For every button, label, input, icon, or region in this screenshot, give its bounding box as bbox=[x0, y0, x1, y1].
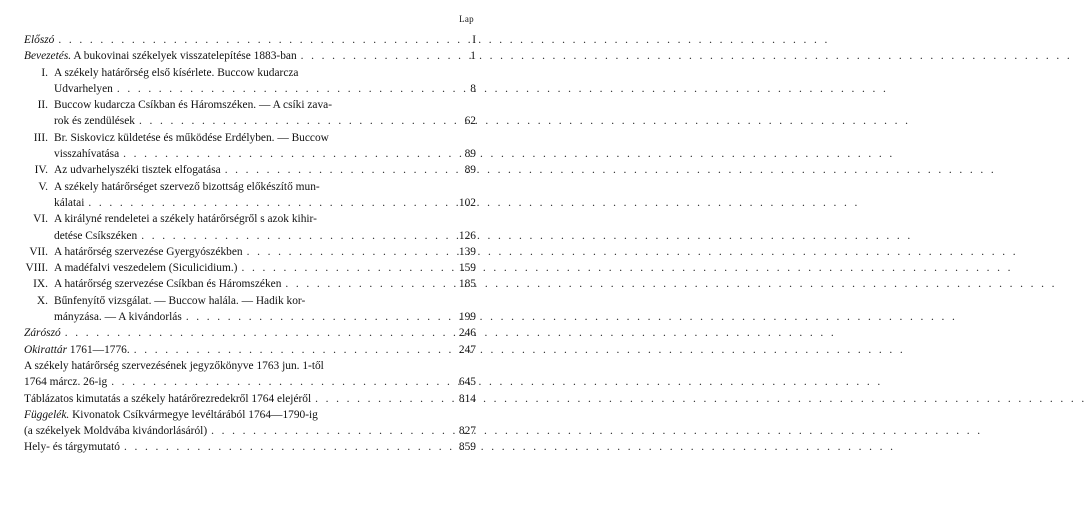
toc-entry-line bbox=[24, 130, 476, 146]
dot-leader bbox=[134, 342, 450, 358]
entry-text: A madéfalvi veszedelem (Siculicidium.) bbox=[54, 262, 238, 275]
toc-entry-line bbox=[24, 146, 476, 162]
entry-text: Buccow kudarcza Csíkban és Háromszéken. — A csíki zava- bbox=[54, 99, 333, 112]
entry-title: Függelék. bbox=[24, 408, 70, 421]
entry-text: rok és zendülések bbox=[54, 115, 135, 128]
page-number: 62 bbox=[464, 115, 476, 128]
toc-entry-line bbox=[24, 391, 476, 407]
dot-leader bbox=[211, 423, 450, 439]
entry-text: Hely- és tárgymutató bbox=[24, 441, 120, 454]
toc-entry-line bbox=[24, 325, 476, 341]
dot-leader bbox=[186, 309, 450, 325]
entry-text: A székely határőrséget szervező bizottság előkészítő mun- bbox=[54, 180, 320, 193]
toc-entry-line bbox=[24, 179, 476, 195]
dot-leader bbox=[247, 244, 450, 260]
toc-entry-line bbox=[24, 407, 476, 423]
entry-text: detése Csíkszéken bbox=[54, 229, 138, 242]
entry-text bbox=[24, 32, 54, 48]
entry-text: (a székelyek Moldvába kivándorlásáról) bbox=[24, 425, 208, 438]
entry-text bbox=[24, 325, 61, 341]
page-number: 246 bbox=[458, 327, 476, 340]
page-number: 139 bbox=[458, 245, 476, 258]
chapter-number: V. bbox=[38, 180, 48, 193]
dot-leader bbox=[225, 162, 450, 178]
entry-text: Bűnfenyítő vizsgálat. — Buccow halála. — Hadik kor- bbox=[54, 294, 306, 307]
page-number: 814 bbox=[458, 392, 476, 405]
toc-entry-line bbox=[24, 342, 476, 358]
dot-leader bbox=[58, 32, 450, 48]
chapter-number: VI. bbox=[33, 213, 48, 226]
toc-entry-line bbox=[24, 97, 476, 113]
table-of-contents bbox=[0, 0, 502, 518]
toc-entry-line bbox=[24, 358, 476, 374]
dot-leader bbox=[123, 146, 450, 162]
page-number: 199 bbox=[458, 311, 476, 324]
toc-entry-line bbox=[24, 211, 476, 227]
toc-entry-line bbox=[24, 244, 476, 260]
toc-entry-line bbox=[24, 374, 476, 390]
entry-text: A határőrség szervezése Csíkban és Háromszéken bbox=[54, 278, 282, 291]
page-number: 827 bbox=[458, 425, 476, 438]
entry-text: Táblázatos kimutatás a székely határőrezredekről 1764 elejéről bbox=[24, 392, 312, 405]
dot-leader bbox=[124, 439, 450, 455]
chapter-number: X. bbox=[36, 294, 48, 307]
toc-entry-line bbox=[24, 162, 476, 178]
page-number: 102 bbox=[458, 196, 476, 209]
entry-title: Bevezetés. bbox=[24, 50, 72, 63]
dot-leader bbox=[315, 391, 450, 407]
page-number: 859 bbox=[458, 441, 476, 454]
entry-text: kálatai bbox=[54, 196, 85, 209]
entry-text: A székely határőrség első kísérlete. Buccow kudarcza bbox=[54, 66, 299, 79]
toc-entry-line bbox=[24, 260, 476, 276]
entry-title: Előszó bbox=[24, 34, 55, 46]
toc-entry-line bbox=[24, 65, 476, 81]
toc-entries bbox=[24, 32, 476, 456]
chapter-number: VIII. bbox=[25, 262, 48, 275]
entry-text: Bevezetés. A bukovinai székelyek visszatelepítése 1883-ban bbox=[24, 50, 297, 63]
entry-text: 1764 márcz. 26-ig bbox=[24, 376, 108, 389]
chapter-number: I. bbox=[41, 66, 48, 79]
page-number: I bbox=[472, 34, 476, 46]
dot-leader bbox=[88, 195, 450, 211]
entry-text: visszahívatása bbox=[54, 148, 120, 161]
page-number: 185 bbox=[458, 278, 476, 291]
chapter-number: IV. bbox=[34, 164, 48, 177]
toc-entry-line bbox=[24, 81, 476, 97]
page-number: 247 bbox=[458, 343, 476, 356]
toc-entry-line bbox=[24, 439, 476, 455]
entry-text: A királyné rendeletei a székely határőrségről s azok kihir- bbox=[54, 213, 317, 226]
page-number: 8 bbox=[470, 82, 476, 95]
toc-entry-line bbox=[24, 309, 476, 325]
entry-text: mányzása. — A kivándorlás bbox=[54, 311, 182, 324]
toc-entry-line bbox=[24, 423, 476, 439]
dot-leader bbox=[111, 374, 450, 390]
dot-leader bbox=[65, 325, 450, 341]
chapter-number: III. bbox=[33, 131, 48, 144]
dot-leader bbox=[285, 276, 450, 292]
page-number: 159 bbox=[458, 262, 476, 275]
toc-entry-line bbox=[24, 32, 476, 48]
entry-text: Udvarhelyen bbox=[54, 82, 113, 95]
toc-entry-line bbox=[24, 113, 476, 129]
page-number: 645 bbox=[458, 376, 476, 389]
toc-entry-line bbox=[24, 293, 476, 309]
entry-text: Br. Siskovicz küldetése és működése Erdélyben. — Buccow bbox=[54, 131, 329, 144]
entry-text: A székely határőrség szervezésének jegyzőkönyve 1763 jun. 1-től bbox=[24, 359, 324, 372]
page-number: 89 bbox=[464, 148, 476, 161]
entry-text: Függelék. Kivonatok Csíkvármegye levéltárából 1764—1790-ig bbox=[24, 408, 318, 421]
page-number: 1 bbox=[470, 50, 476, 63]
toc-entry-line bbox=[24, 228, 476, 244]
toc-entry-line bbox=[24, 48, 476, 64]
dot-leader bbox=[241, 260, 450, 276]
page-number: 126 bbox=[458, 229, 476, 242]
chapter-number: IX. bbox=[33, 278, 48, 291]
page-number: 89 bbox=[464, 164, 476, 177]
entry-title: Zárószó bbox=[24, 327, 61, 340]
toc-entry-line bbox=[24, 276, 476, 292]
dot-leader bbox=[139, 113, 450, 129]
chapter-number: VII. bbox=[29, 245, 48, 258]
toc-entry-line bbox=[24, 195, 476, 211]
dot-leader bbox=[301, 48, 450, 64]
entry-text: A határőrség szervezése Gyergyószékben bbox=[54, 245, 243, 258]
entry-title: Okirattár bbox=[24, 343, 68, 356]
chapter-number: II. bbox=[37, 99, 48, 112]
entry-text: Az udvarhelyszéki tisztek elfogatása bbox=[54, 164, 221, 177]
dot-leader bbox=[141, 228, 450, 244]
page-column-header: Lap bbox=[459, 14, 474, 24]
entry-text: Okirattár 1761—1776. bbox=[24, 343, 130, 356]
dot-leader bbox=[117, 81, 450, 97]
